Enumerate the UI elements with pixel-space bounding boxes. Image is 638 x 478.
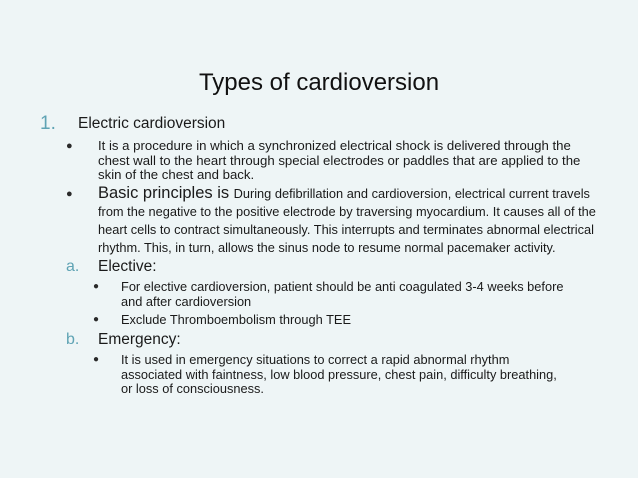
bullet-lead-text: Basic principles is <box>98 184 230 202</box>
list-item-text: For elective cardioversion, patient should be anti coagulated 3-4 weeks before and after cardioversion <box>121 279 564 309</box>
bullet-icon: ● <box>93 314 100 325</box>
subsection-heading-row <box>66 330 181 350</box>
section-heading-row <box>40 113 225 135</box>
subsection-heading: Emergency: <box>98 331 181 348</box>
list-item-text: Exclude Thromboembolism through TEE <box>121 312 351 327</box>
list-item-text: It is used in emergency situations to correct a rapid abnormal rhythm associated with faintness, low blood pressure, chest pain, difficulty breathing, or loss of consciousness. <box>121 352 557 396</box>
bullet-icon: ● <box>93 354 100 365</box>
list-item <box>93 353 563 397</box>
section-heading: Electric cardioversion <box>78 115 226 132</box>
list-item <box>93 280 593 309</box>
bullet-icon: ● <box>66 140 73 152</box>
subsection-heading-row <box>66 257 157 277</box>
slide-title: Types of cardioversion <box>198 69 440 96</box>
bullet-icon: ● <box>66 188 73 200</box>
list-item <box>93 313 593 328</box>
bullet-item <box>66 139 606 183</box>
subsection-letter: a. <box>66 258 80 275</box>
subsection-letter: b. <box>66 331 80 348</box>
bullet-icon: ● <box>93 281 100 292</box>
bullet-text: It is a procedure in which a synchronized electrical shock is delivered through the chest wall to the heart through special electrodes or paddles that are applied to the skin of the chest and back. <box>98 138 581 182</box>
bullet-item <box>66 184 626 257</box>
bullet-body-text: During defibrillation and cardioversion, electrical current travels from the negative to the positive electrode by traversing myocardium. It causes all of the heart cells to contract simultaneously. This interrupts and terminates abnormal electrical rhythm. This, in turn, allows the sinus node to resume normal pacemaker activity. <box>98 186 596 255</box>
bullet-text-block <box>98 184 608 257</box>
section-number: 1. <box>40 113 56 134</box>
subsection-heading: Elective: <box>98 258 157 275</box>
